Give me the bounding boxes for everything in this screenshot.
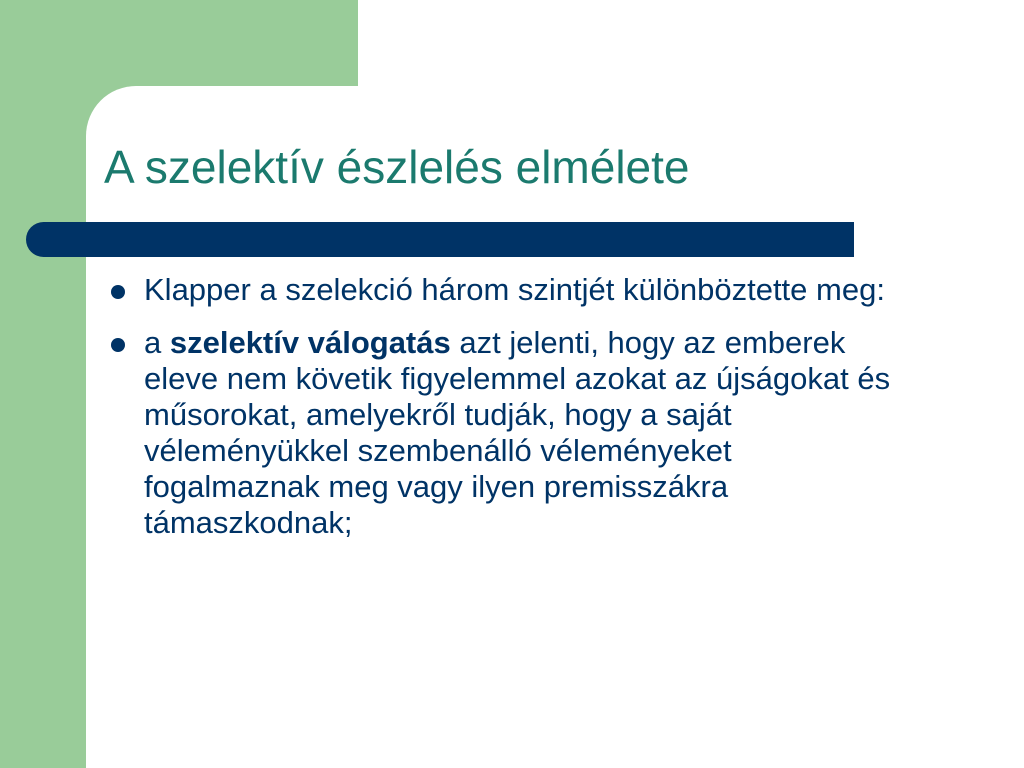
bullet-emphasis: szelektív válogatás — [169, 325, 451, 360]
bullet-item — [104, 325, 904, 541]
bullet-list — [104, 272, 904, 558]
bullet-text: Klapper a szelekció három szintjét különböztette meg: — [144, 272, 885, 307]
bullet-icon — [111, 285, 125, 299]
bullet-text-rest: azt jelenti, hogy az emberek eleve nem követik figyelemmel azokat az újságokat és műsorokat, amelyekről tudják, hogy a saját véleményükkel szembenálló véleményeket fogalmaznak meg vagy ilyen premisszákra támaszkodnak; — [144, 325, 891, 540]
bullet-icon — [111, 338, 125, 352]
bullet-text-prefix: a — [144, 325, 170, 360]
title-underline-bar — [26, 222, 854, 257]
slide-title: A szelektív észlelés elmélete — [104, 141, 690, 193]
bullet-item — [104, 272, 904, 308]
